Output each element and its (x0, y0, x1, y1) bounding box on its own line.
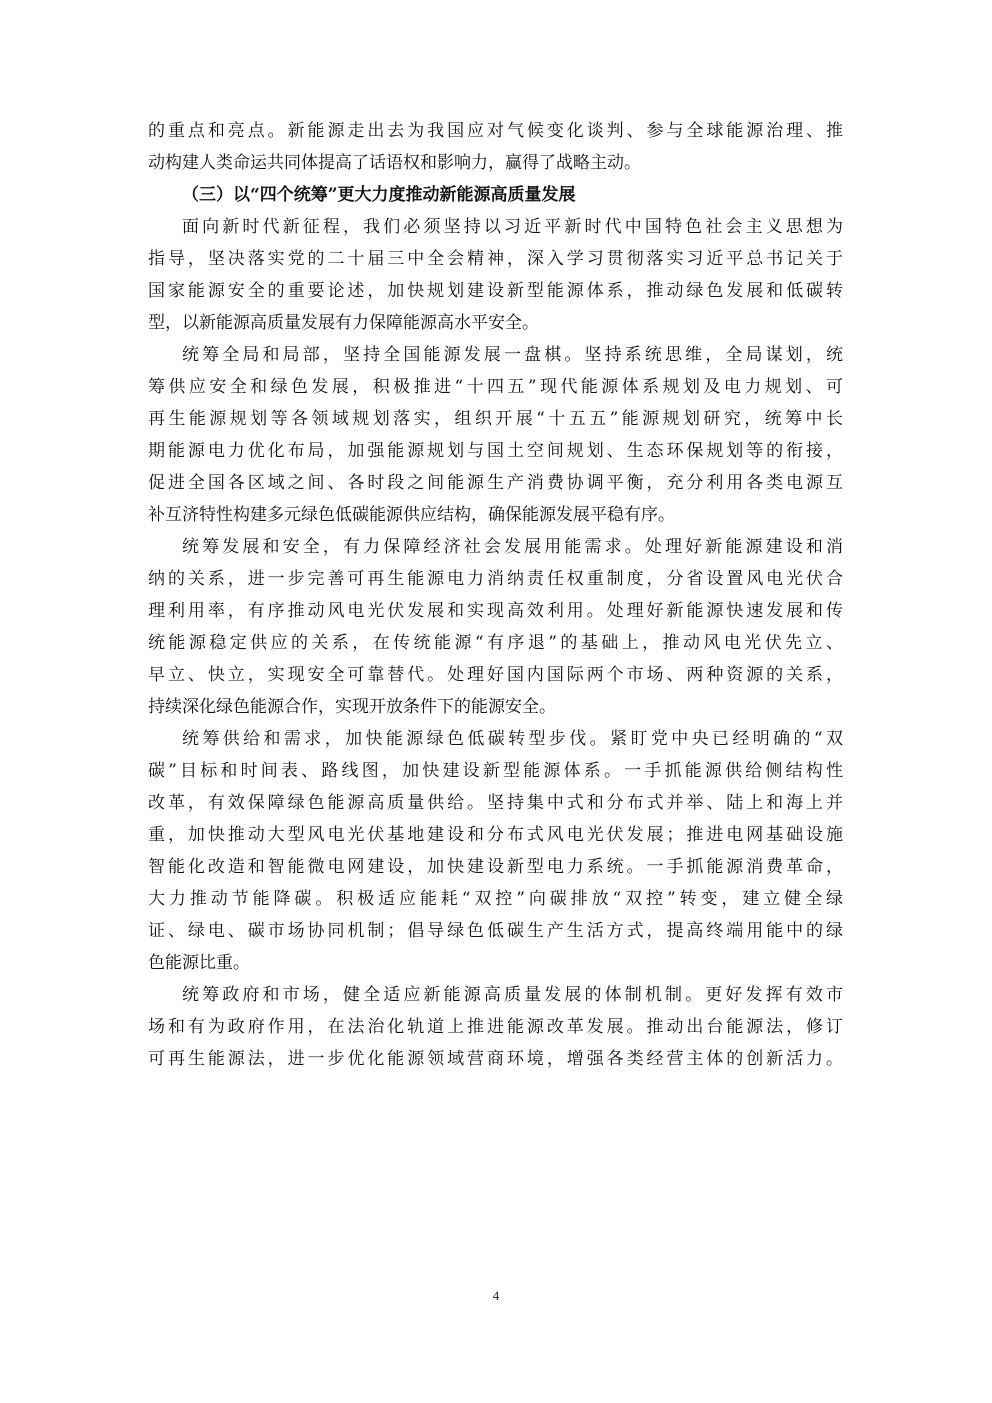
paragraph-line: 统筹全局和局部，坚持全国能源发展一盘棋。坚持系统思维，全局谋划，统 (182, 345, 843, 365)
paragraph-line: 重，加快推动大型风电光伏基地建设和分布式风电光伏发展；推进电网基础设施 (148, 825, 843, 845)
paragraph-line: 碳”目标和时间表、路线图，加快建设新型能源体系。一手抓能源供给侧结构性 (148, 761, 843, 781)
paragraph-line: 筹供应安全和绿色发展，积极推进“十四五”现代能源体系规划及电力规划、可 (148, 377, 843, 397)
paragraph-line: 再生能源规划等各领域规划落实，组织开展“十五五”能源规划研究，统筹中长 (148, 409, 843, 429)
paragraph-line: 指导，坚决落实党的二十届三中全会精神，深入学习贯彻落实习近平总书记关于 (148, 249, 843, 269)
paragraph-line: 纳的关系，进一步完善可再生能源电力消纳责任权重制度，分省设置风电光伏合 (148, 569, 843, 589)
paragraph-line: 统能源稳定供应的关系，在传统能源“有序退”的基础上，推动风电光伏先立、 (148, 633, 843, 653)
paragraph-line: 可再生能源法，进一步优化能源领域营商环境，增强各类经营主体的创新活力。 (148, 1049, 843, 1069)
paragraph-line: 的重点和亮点。新能源走出去为我国应对气候变化谈判、参与全球能源治理、推 (148, 121, 843, 141)
paragraph-line: 场和有为政府作用，在法治化轨道上推进能源改革发展。推动出台能源法，修订 (148, 1017, 843, 1037)
paragraph-line: 早立、快立，实现安全可靠替代。处理好国内国际两个市场、两种资源的关系， (148, 665, 843, 685)
paragraph-line: 改革，有效保障绿色能源高质量供给。坚持集中式和分布式并举、陆上和海上并 (148, 793, 843, 813)
paragraph-line: 理利用率，有序推动风电光伏发展和实现高效利用。处理好新能源快速发展和传 (148, 601, 843, 621)
paragraph-line: 证、绿电、碳市场协同机制；倡导绿色低碳生产生活方式，提高终端用能中的绿 (148, 921, 843, 941)
paragraph-line: 国家能源安全的重要论述，加快规划建设新型能源体系，推动绿色发展和低碳转 (148, 281, 843, 301)
document-body (148, 115, 843, 1075)
paragraph-line: 大力推动节能降碳。积极适应能耗“双控”向碳排放“双控”转变，建立健全绿 (148, 889, 843, 909)
paragraph-line: 补互济特性构建多元绿色低碳能源供应结构，确保能源发展平稳有序。 (148, 505, 675, 525)
paragraph-line: 面向新时代新征程，我们必须坚持以习近平新时代中国特色社会主义思想为 (182, 217, 843, 237)
paragraph-line: 统筹政府和市场，健全适应新能源高质量发展的体制机制。更好发挥有效市 (182, 985, 843, 1005)
section-heading: （三）以“四个统筹”更大力度推动新能源高质量发展 (182, 185, 576, 205)
paragraph-line: 统筹供给和需求，加快能源绿色低碳转型步伐。紧盯党中央已经明确的“双 (182, 729, 843, 749)
page-number: 4 (492, 1288, 500, 1303)
paragraph-line: 持续深化绿色能源合作，实现开放条件下的能源安全。 (148, 697, 556, 717)
paragraph-line: 智能化改造和智能微电网建设，加快建设新型电力系统。一手抓能源消费革命， (148, 857, 843, 877)
paragraph-line: 期能源电力优化布局，加强能源规划与国土空间规划、生态环保规划等的衔接， (148, 441, 843, 461)
paragraph-line: 色能源比重。 (148, 953, 250, 973)
paragraph-line: 型，以新能源高质量发展有力保障能源高水平安全。 (148, 313, 539, 333)
paragraph-line: 动构建人类命运共同体提高了话语权和影响力，赢得了战略主动。 (148, 153, 641, 173)
paragraph-line: 统筹发展和安全，有力保障经济社会发展用能需求。处理好新能源建设和消 (182, 537, 843, 557)
paragraph-line: 促进全国各区域之间、各时段之间能源生产消费协调平衡，充分利用各类电源互 (148, 473, 843, 493)
